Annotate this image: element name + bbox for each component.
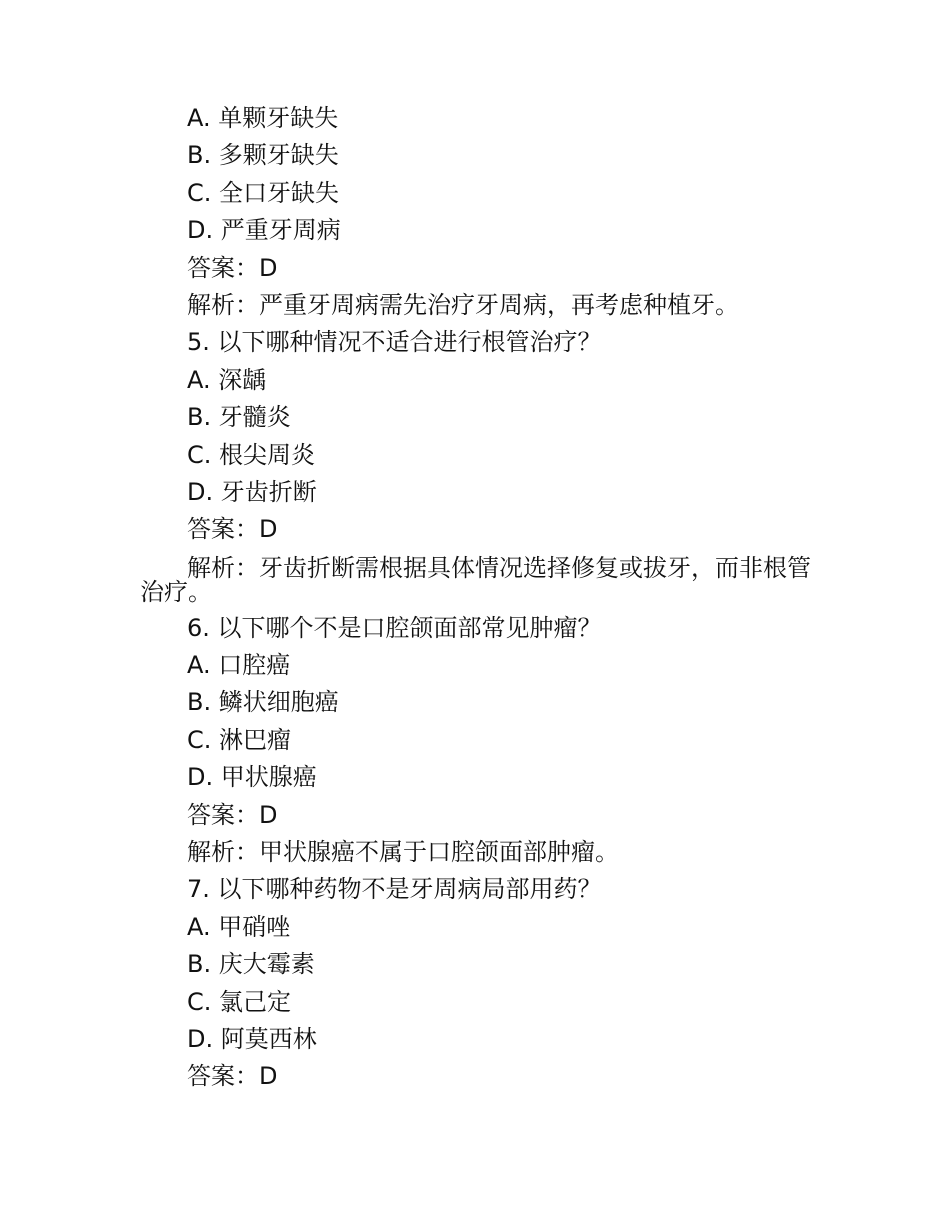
option-d-q7: D. 阿莫西林: [187, 1024, 317, 1053]
explanation-q4: 解析：严重牙周病需先治疗牙周病，再考虑种植牙。: [187, 290, 739, 319]
option-d-q6: D. 甲状腺癌: [187, 763, 317, 792]
option-c-q6: C. 淋巴瘤: [187, 725, 292, 754]
option-d-q4: D. 严重牙周病: [187, 216, 341, 245]
question-5: 5. 以下哪种情况不适合进行根管治疗？: [187, 328, 602, 357]
option-a-q7: A. 甲硝唑: [187, 912, 291, 941]
option-a-q6: A. 口腔癌: [187, 651, 291, 680]
answer-q7: 答案：D: [187, 1062, 278, 1091]
question-7: 7. 以下哪种药物不是牙周病局部用药？: [187, 875, 602, 904]
document-body: [140, 100, 820, 1096]
option-c-q4: C. 全口牙缺失: [187, 178, 340, 207]
option-c-q5: C. 根尖周炎: [187, 440, 316, 469]
option-d-q5: D. 牙齿折断: [187, 477, 317, 506]
answer-q5: 答案：D: [187, 515, 278, 544]
option-a-q4: A. 单颗牙缺失: [187, 104, 339, 132]
explanation-q6: 解析：甲状腺癌不属于口腔颌面部肿瘤。: [187, 838, 619, 867]
option-b-q7: B. 庆大霉素: [187, 950, 315, 979]
explanation-q5: 解析：牙齿折断需根据具体情况选择修复或拔牙，而非根管治疗。: [140, 553, 811, 606]
option-a-q5: A. 深龋: [187, 365, 267, 394]
option-c-q7: C. 氯己定: [187, 987, 292, 1016]
question-6: 6. 以下哪个不是口腔颌面部常见肿瘤？: [187, 613, 602, 642]
option-b-q4: B. 多颗牙缺失: [187, 141, 339, 170]
option-b-q5: B. 牙髓炎: [187, 403, 291, 432]
answer-q6: 答案：D: [187, 800, 278, 829]
answer-q4: 答案：D: [187, 253, 278, 282]
option-b-q6: B. 鳞状细胞癌: [187, 688, 339, 717]
